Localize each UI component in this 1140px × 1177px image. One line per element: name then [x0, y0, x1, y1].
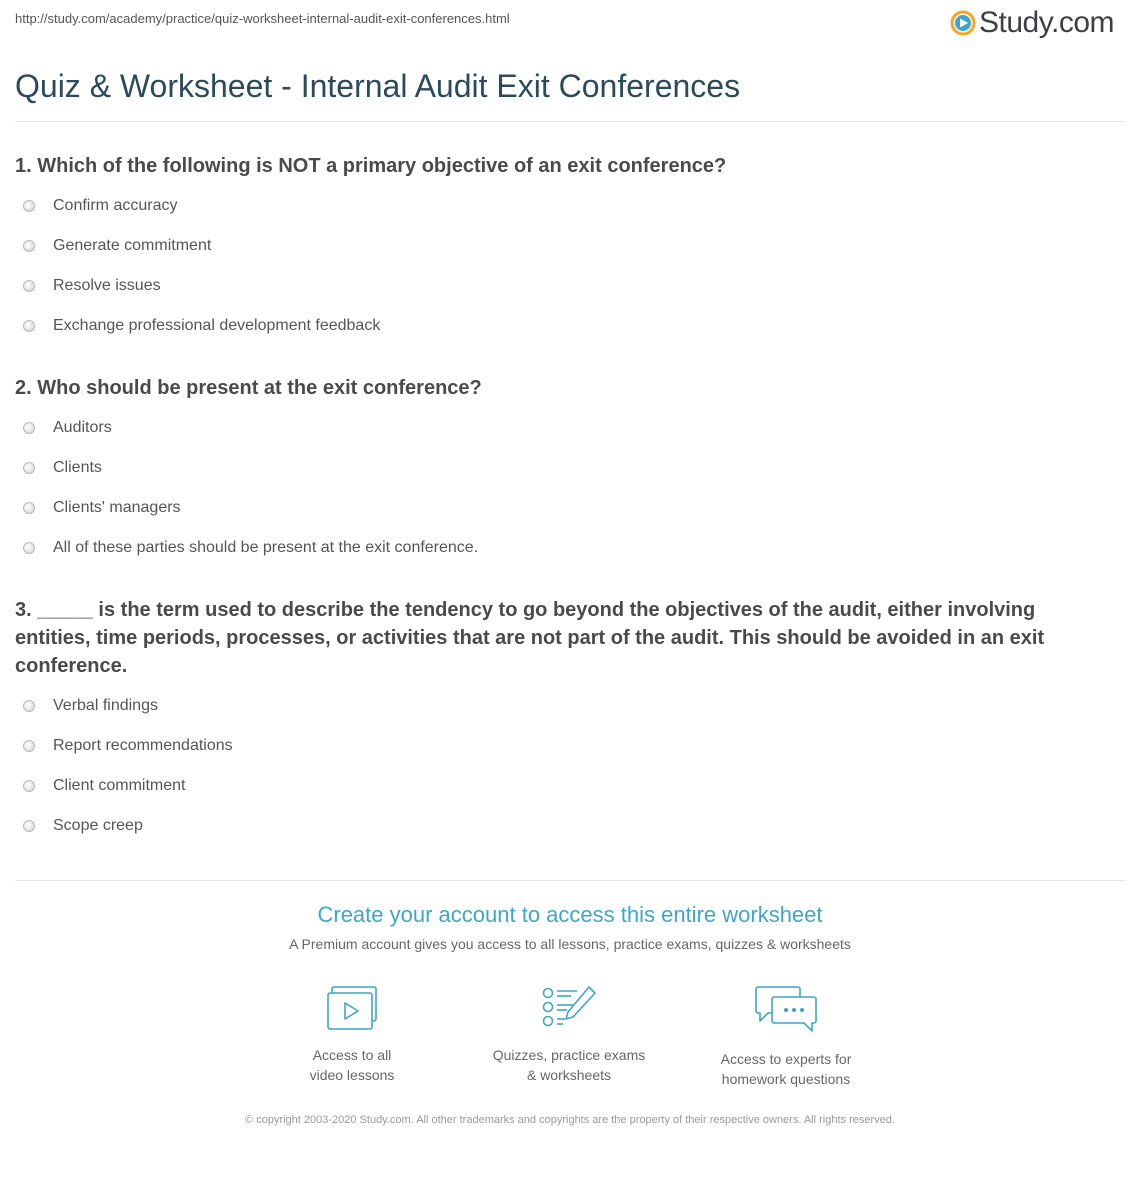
answer-label: Client commitment	[53, 777, 186, 794]
answer-option[interactable]	[15, 726, 1115, 766]
feature-experts	[686, 985, 886, 1089]
chat-bubbles-icon	[754, 985, 818, 1035]
logo-text: Study.com	[979, 6, 1114, 39]
feature-quizzes	[469, 985, 669, 1085]
radio-button-icon[interactable]	[23, 320, 35, 332]
answer-label: Auditors	[53, 419, 112, 436]
feature-label-line-2: video lessons	[309, 1067, 395, 1083]
answer-label: Generate commitment	[53, 237, 212, 254]
answer-label: Report recommendations	[53, 737, 233, 754]
page-title: Quiz & Worksheet - Internal Audit Exit Conferences	[15, 68, 741, 104]
radio-button-icon[interactable]	[23, 700, 35, 712]
radio-button-icon[interactable]	[23, 280, 35, 292]
premium-promo	[0, 902, 1140, 952]
answer-label: All of these parties should be present at the exit conference.	[53, 539, 479, 556]
question-text	[15, 596, 1115, 680]
question-text	[15, 374, 1115, 402]
answer-option[interactable]	[15, 186, 1115, 226]
radio-button-icon[interactable]	[23, 780, 35, 792]
feature-label-line-2: homework questions	[721, 1071, 851, 1087]
question-number: 2.	[15, 377, 32, 399]
answer-label: Clients	[53, 459, 102, 476]
title-divider	[15, 121, 1125, 122]
answer-option[interactable]	[15, 306, 1115, 346]
feature-label	[252, 1045, 452, 1085]
question-list	[15, 152, 1115, 874]
answer-option[interactable]	[15, 226, 1115, 266]
answer-option[interactable]	[15, 408, 1115, 448]
answer-option[interactable]	[15, 488, 1115, 528]
feature-label-line-2: & worksheets	[526, 1067, 612, 1083]
page-url: http://study.com/academy/practice/quiz-worksheet-internal-audit-exit-conferences.html	[15, 11, 510, 26]
answer-label: Verbal findings	[53, 697, 158, 714]
feature-label-line-1: Access to experts for	[720, 1051, 852, 1067]
answer-label: Scope creep	[53, 817, 143, 834]
study-logo[interactable]	[950, 6, 1114, 40]
radio-button-icon[interactable]	[23, 200, 35, 212]
copyright-notice: © copyright 2003-2020 Study.com. All other trademarks and copyrights are the property of their respective owners. All rights reserved.	[245, 1114, 895, 1126]
question-number: 1.	[15, 155, 32, 177]
question-text	[15, 152, 1115, 180]
question-prompt: Which of the following is NOT a primary objective of an exit conference?	[37, 155, 727, 177]
radio-button-icon[interactable]	[23, 240, 35, 252]
video-lesson-icon	[326, 985, 378, 1031]
answer-label: Confirm accuracy	[53, 197, 178, 214]
promo-subtitle: A Premium account gives you access to all lessons, practice exams, quizzes & worksheets	[289, 936, 851, 952]
feature-video-lessons	[252, 985, 452, 1085]
question-prompt: Who should be present at the exit conference?	[37, 377, 482, 399]
radio-button-icon[interactable]	[23, 502, 35, 514]
answer-option[interactable]	[15, 528, 1115, 568]
question-prompt: _____ is the term used to describe the tendency to go beyond the objectives of the audit, either involving entities, time periods, processes, or activities that are not part of the audit. This should be avoided in an exit conference.	[15, 599, 1045, 677]
answer-label: Exchange professional development feedback	[53, 317, 381, 334]
answer-option[interactable]	[15, 266, 1115, 306]
radio-button-icon[interactable]	[23, 422, 35, 434]
feature-label-line-1: Access to all	[312, 1047, 392, 1063]
answer-label: Clients' managers	[53, 499, 181, 516]
question-number: 3.	[15, 599, 32, 621]
answer-label: Resolve issues	[53, 277, 161, 294]
question-2	[15, 374, 1115, 568]
quiz-checklist-icon	[541, 985, 597, 1031]
feature-list	[0, 985, 1140, 1085]
radio-button-icon[interactable]	[23, 462, 35, 474]
play-logo-icon	[950, 10, 976, 36]
answer-option[interactable]	[15, 766, 1115, 806]
feature-label	[686, 1049, 886, 1089]
feature-label	[469, 1045, 669, 1085]
answer-option[interactable]	[15, 448, 1115, 488]
radio-button-icon[interactable]	[23, 820, 35, 832]
answer-option[interactable]	[15, 686, 1115, 726]
question-1	[15, 152, 1115, 346]
radio-button-icon[interactable]	[23, 740, 35, 752]
answer-option[interactable]	[15, 806, 1115, 846]
feature-label-line-1: Quizzes, practice exams	[492, 1047, 646, 1063]
question-3	[15, 596, 1115, 846]
create-account-link[interactable]: Create your account to access this entire worksheet	[317, 902, 823, 927]
radio-button-icon[interactable]	[23, 542, 35, 554]
promo-divider	[15, 880, 1125, 881]
